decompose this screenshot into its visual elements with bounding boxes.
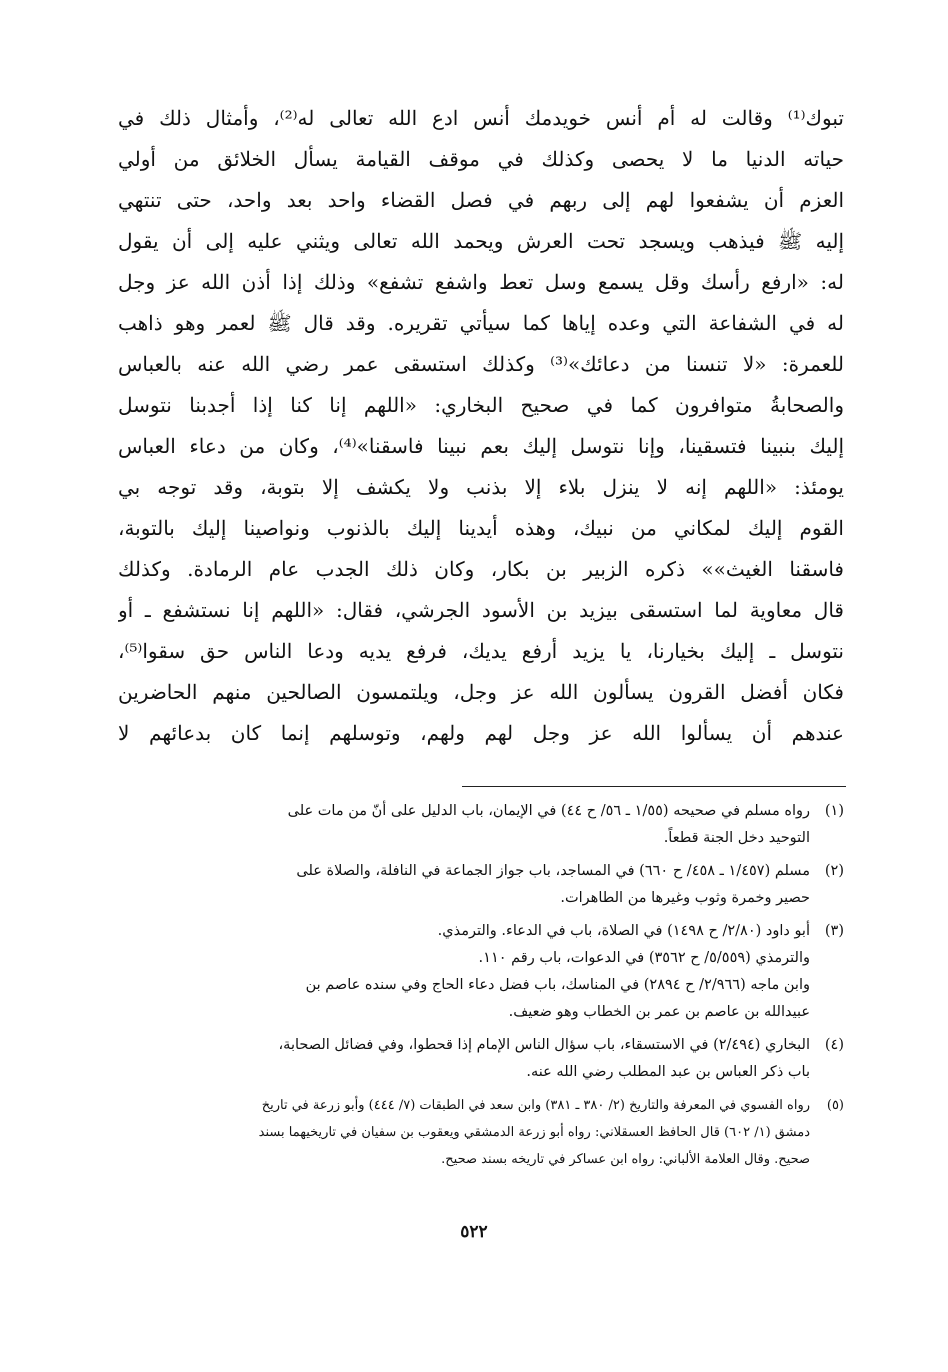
text-line: فكان أفضل القرون يسألون الله عز وجل، ويلتمسون الصالحين منهم الحاضرين: [118, 680, 844, 704]
footnote-text: صحيح. وقال العلامة الألباني: رواه ابن عساكر في تاريخه بسند صحيح.: [441, 1152, 810, 1167]
footnote-number: (٣): [824, 923, 844, 939]
footnote-text: وابن ماجه (٢/٩٦٦/ ح ٢٨٩٤) في المناسك، باب فضل دعاء الحاج وفي سنده عاصم بن: [305, 977, 810, 993]
footnote-text: عبيدالله بن عاصم بن عمر بن الخطاب وهو ضعيف.: [508, 1004, 810, 1020]
footnote-2: [116, 858, 844, 912]
text-line: حياته الدنيا ما لا يحصى وكذلك في موقف القيامة يسأل الخلائق من أولي: [118, 147, 844, 171]
footnote-number: (٢): [824, 863, 844, 879]
text-line: قال معاوية لما استسقى بيزيد بن الأسود الجرشي، فقال: «اللهم إنا نستشفع ـ أو: [118, 598, 844, 622]
text-line: إليك بنبينا فتسقينا، وإنا نتوسل إليك بعم نبينا فاسقنا»⁽⁴⁾، وكان من دعاء العباس: [118, 434, 844, 458]
text-line: العزم أن يشفعوا لهم إلى ربهم في فصل القضاء واحد بعد واحد، حتى تنتهي: [118, 188, 844, 212]
text-line: إليه ﷺ فيذهب ويسجد تحت العرش ويحمد الله تعالى ويثني عليه إلى أن يقول: [118, 229, 844, 253]
main-text-block: [118, 98, 844, 754]
footnote-separator: [462, 786, 846, 787]
footnote-4: [116, 1032, 844, 1086]
footnotes-block: [116, 798, 844, 1179]
footnote-5: [116, 1092, 844, 1173]
text-line: نتوسل ـ إليك بخيارنا، يا يزيد أرفع يديك، فرفع يديه ودعا الناس حق سقوا⁽⁵⁾،: [118, 639, 844, 663]
footnote-text: مسلم (١/٤٥٧ ـ ٤٥٨/ ح ٦٦٠) في المساجد، باب جواز الجماعة في النافلة، والصلاة على: [296, 863, 810, 879]
text-line: والصحابةُ متوافرون كما في صحيح البخاري: «اللهم إنا كنا إذا أجدبنا نتوسل: [118, 393, 844, 417]
text-line: يومئذ: «اللهم إنه لا ينزل بلاء إلا بذنب ولا يكشف إلا بتوبة، وقد توجه بي: [118, 475, 844, 499]
page-number: ٥٢٢: [460, 1222, 488, 1242]
text-line: القوم إليك لمكاني من نبيك، وهذه أيدينا إليك بالذنوب ونواصينا إليك بالتوبة،: [118, 516, 844, 540]
footnote-text: حصير وخمرة وثوب وغيرها من الطاهرات.: [560, 890, 810, 906]
footnote-text: البخاري (٢/٤٩٤) في الاستسقاء، باب سؤال الناس الإمام إذا قحطوا، وفي فضائل الصحابة،: [278, 1037, 810, 1053]
text-line: له: «ارفع رأسك وقل يسمع وسل تعط واشفع تشفع» وذلك إذا أذن الله عز وجل: [118, 270, 844, 294]
footnote-text: رواه الفسوي في المعرفة والتاريخ (٢/ ٣٨٠ ـ ٣٨١) وابن سعد في الطبقات (٧/ ٤٤٤) وأبو زرعة في تاريخ: [261, 1098, 810, 1113]
footnote-text: أبو داود (٢/٨٠/ ح ١٤٩٨) في الصلاة، باب في الدعاء. والترمذي.: [437, 923, 810, 939]
text-line: فاسقنا الغيث»» ذكره الزبير بن بكار، وكان ذلك الجدب عام الرمادة. وكذلك: [118, 557, 844, 581]
text-line: له في الشفاعة التي وعده إياها كما سيأتي تقريره. وقد قال ﷺ لعمر وهو ذاهب: [118, 311, 844, 335]
text-line: للعمرة: «لا تنسنا من دعائك»⁽³⁾ وكذلك استسقى عمر رضي الله عنه بالعباس: [118, 352, 844, 376]
text-line: تبوك⁽¹⁾ وقالت له أم أنس خويدمك أنس ادع الله تعالى له⁽²⁾، وأمثال ذلك في: [118, 106, 844, 130]
footnote-text: رواه مسلم في صحيحه (١/٥٥ ـ ٥٦/ ح ٤٤) في الإيمان، باب الدليل على أنّ من مات على: [287, 803, 810, 819]
footnote-number: (١): [824, 803, 844, 819]
footnote-1: [116, 798, 844, 852]
text-line: عندهم أن يسألوا الله عز وجل لهم ولهم، وتوسلهم إنما كان بدعائهم لا: [118, 721, 844, 745]
footnote-text: دمشق (١/ ٦٠٢) قال الحافظ العسقلاني: رواه أبو زرعة الدمشقي ويعقوب بن سفيان في تاريخيهما بسند: [258, 1125, 810, 1140]
footnote-number: (٤): [824, 1037, 844, 1053]
footnote-text: التوحيد دخل الجنة قطعاً.: [663, 830, 810, 846]
footnote-text: والترمذي (٥/٥٥٩/ ح ٣٥٦٢) في الدعوات، باب رقم ١١٠.: [478, 950, 810, 966]
footnote-3: [116, 918, 844, 1026]
footnote-text: باب ذكر العباس بن عبد المطلب رضي الله عنه.: [526, 1064, 810, 1080]
footnote-number: (٥): [826, 1098, 844, 1113]
